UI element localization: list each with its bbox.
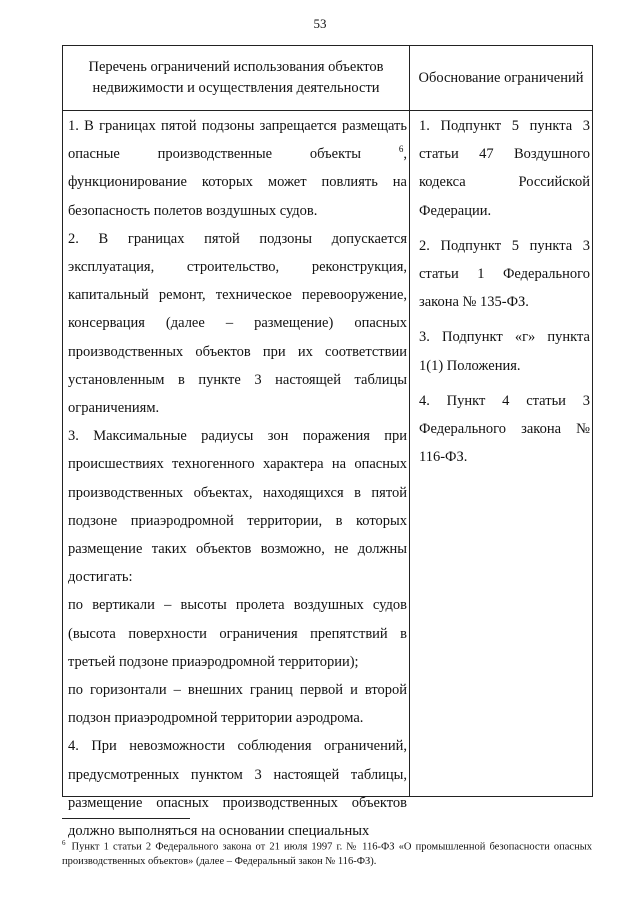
restriction-paragraph-4: 4. При невозможности соблюдения ограничений, предусмотренных пунктом 3 настоящей таблицы, размещение опасных производственных объектов должно выполняться на основании специальных — [68, 738, 407, 840]
header-divider — [63, 110, 592, 111]
restriction-paragraph-3: 3. Максимальные радиусы зон поражения при происшествиях техногенного характера на опасных производственных объектах, находящихся в пятой подзоне приаэродромной территории, в которых размещение таких объектов возможно, не должны достигать: — [68, 428, 407, 586]
header-justification: Обоснование ограничений — [418, 69, 584, 86]
justification-column — [419, 112, 590, 478]
restrictions-column — [68, 112, 407, 845]
restriction-paragraph-2: 2. В границах пятой подзоны допускается эксплуатация, строительство, реконструкция, капитальный ремонт, техническое перевооружение, консервация (далее – размещение) опасных производственных объектов при их соответствии установленным в пункте 3 настоящей таблицы ограничениям. — [68, 230, 407, 417]
restriction-horizontal: по горизонтали – внешних границ первой и второй подзон приаэродромной территории аэродрома. — [68, 682, 407, 727]
justification-item-1: 1. Подпункт 5 пункта 3 статьи 47 Воздушного кодекса Российской Федерации. — [419, 118, 590, 219]
justification-item-4: 4. Пункт 4 статьи 3 Федерального закона № 116-ФЗ. — [419, 392, 590, 466]
justification-item-3: 3. Подпункт «г» пункта 1(1) Положения. — [419, 329, 590, 374]
page-number: 53 — [313, 16, 327, 31]
footnote-reference: 6 — [398, 144, 404, 155]
footnote-separator — [62, 818, 190, 819]
footnote — [62, 836, 592, 869]
header-restrictions-list: Перечень ограничений использования объектов недвижимости и осуществления деятельности — [88, 59, 384, 96]
column-divider — [409, 46, 410, 796]
restriction-vertical: по вертикали – высоты пролета воздушных судов (высота поверхности ограничения препятствий в третьей подзоне приаэродромной территории); — [68, 597, 407, 670]
footnote-mark: 6 — [62, 839, 66, 847]
restriction-paragraph-1: 1. В границах пятой подзоны запрещается размещать опасные производственные объекты $^6$, функционирование которых может повлиять на безопасность полетов воздушных судов. — [68, 118, 408, 219]
restrictions-table — [62, 45, 593, 840]
justification-item-2: 2. Подпункт 5 пункта 3 статьи 1 Федерального закона № 135-ФЗ. — [419, 237, 590, 311]
footnote-text: Пункт 1 статьи 2 Федерального закона от 21 июля 1997 г. № 116-ФЗ «О промышленной безопасности опасных производственных объектов» (далее – Федеральный закон № 116-ФЗ). — [62, 841, 592, 867]
